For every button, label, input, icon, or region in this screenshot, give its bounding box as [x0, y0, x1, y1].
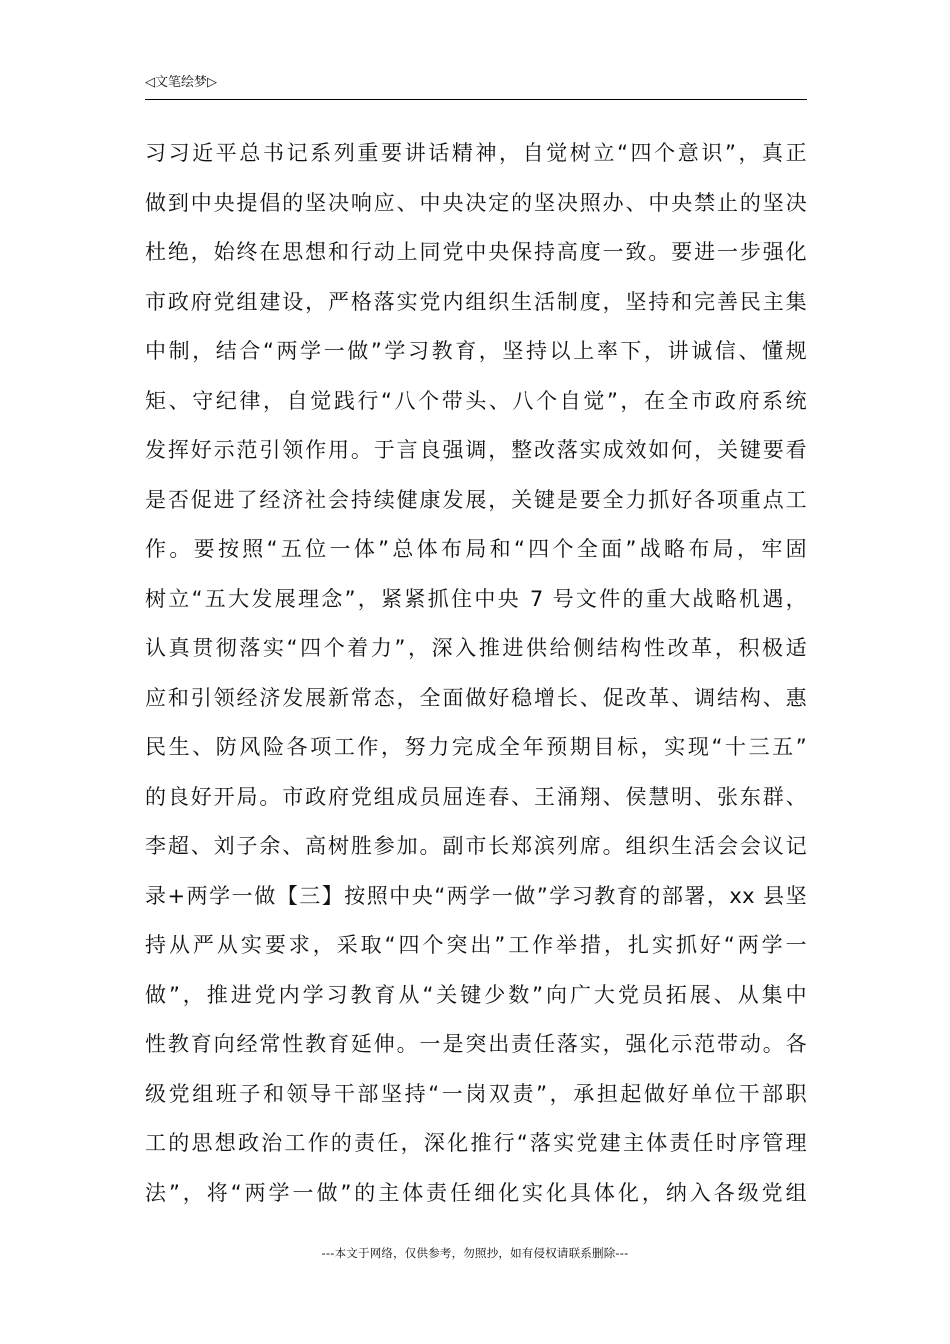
- text-line: 民生、防风险各项工作，努力完成全年预期目标，实现“十三五”: [145, 735, 807, 759]
- text-line: 李超、刘子余、高树胜参加。副市长郑滨列席。组织生活会会议记: [145, 834, 807, 858]
- text-line: 录+两学一做【三】按照中央“两学一做”学习教育的部署，xx 县坚: [145, 883, 807, 908]
- text-line: 应和引领经济发展新常态，全面做好稳增长、促改革、调结构、惠: [145, 685, 807, 710]
- text-line: 是否促进了经济社会持续健康发展，关键是要全力抓好各项重点工: [145, 487, 807, 512]
- text-line: 性教育向经常性教育延伸。一是突出责任落实，强化示范带动。各: [145, 1032, 807, 1056]
- text-line: 级党组班子和领导干部坚持“一岗双责”，承担起做好单位干部职: [145, 1081, 807, 1106]
- text-line: 做到中央提倡的坚决响应、中央决定的坚决照办、中央禁止的坚决: [145, 190, 807, 215]
- header-title: ◁文笔绘梦▷: [145, 75, 217, 90]
- page-header: [145, 73, 807, 100]
- text-line: 矩、守纪律，自觉践行“八个带头、八个自觉”，在全市政府系统: [145, 388, 807, 413]
- text-line: 发挥好示范引领作用。于言良强调，整改落实成效如何，关键要看: [145, 438, 807, 462]
- text-line: 持从严从实要求，采取“四个突出”工作举措，扎实抓好“两学一: [145, 933, 807, 957]
- text-line: 习习近平总书记系列重要讲话精神，自觉树立“四个意识”，真正: [145, 141, 807, 165]
- text-line: 树立“五大发展理念”，紧紧抓住中央 7 号文件的重大战略机遇，: [145, 586, 807, 611]
- text-line: 认真贯彻落实“四个着力”，深入推进供给侧结构性改革，积极适: [145, 636, 807, 660]
- text-line: 工的思想政治工作的责任，深化推行“落实党建主体责任时序管理: [145, 1131, 807, 1155]
- text-line: 法”，将“两学一做”的主体责任细化实化具体化，纳入各级党组: [145, 1180, 807, 1205]
- text-line: 的良好开局。市政府党组成员屈连春、王涌翔、侯慧明、张东群、: [145, 784, 807, 809]
- body-text: [145, 129, 807, 1218]
- text-line: 作。要按照“五位一体”总体布局和“四个全面”战略布局，牢固: [145, 537, 807, 561]
- text-line: 中制，结合“两学一做”学习教育，坚持以上率下，讲诚信、懂规: [145, 339, 807, 363]
- page-footer: ---本文于网络，仅供参考，勿照抄，如有侵权请联系删除---: [321, 1246, 629, 1260]
- text-line: 市政府党组建设，严格落实党内组织生活制度，坚持和完善民主集: [145, 289, 807, 314]
- text-line: 杜绝，始终在思想和行动上同党中央保持高度一致。要进一步强化: [145, 240, 807, 264]
- text-line: 做”，推进党内学习教育从“关键少数”向广大党员拓展、从集中: [145, 982, 807, 1007]
